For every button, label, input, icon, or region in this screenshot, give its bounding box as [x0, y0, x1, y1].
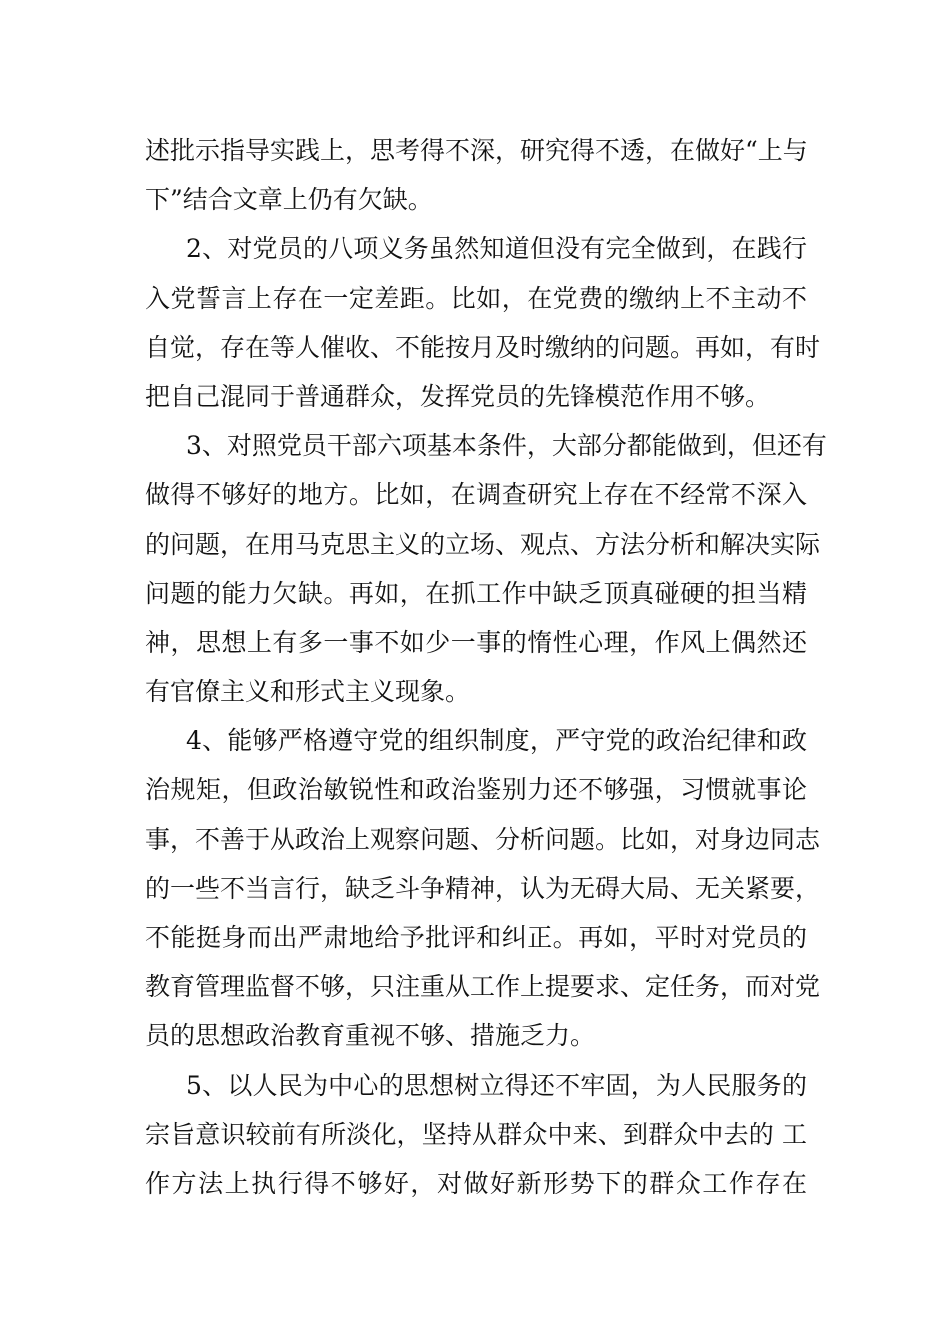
text-line: 有官僚主义和形式主义现象。	[145, 677, 471, 707]
text-line: 的问题，在用马克思主义的立场、观点、方法分析和解决实际	[145, 529, 821, 559]
text-line: 问题的能力欠缺。再如，在抓工作中缺乏顶真碰硬的担当精	[145, 578, 807, 608]
text-line: 做得不够好的地方。比如，在调查研究上存在不经常不深入	[145, 480, 807, 510]
document-body	[145, 126, 827, 1208]
text-line: 宗旨意识较前有所淡化，坚持从群众中来、到群众中去的 工	[145, 1119, 807, 1149]
text-line: 下”结合文章上仍有欠缺。	[145, 185, 433, 215]
text-line: 神，思想上有多一事不如少一事的惰性心理，作风上偶然还	[145, 627, 807, 657]
text-line: 把自己混同于普通群众，发挥党员的先锋模范作用不够。	[145, 381, 771, 411]
text-line: 入党誓言上存在一定差距。比如，在党费的缴纳上不主动不	[145, 283, 807, 313]
text-line: 教育管理监督不够，只注重从工作上提要求、定任务，而对党	[145, 972, 821, 1002]
text-line: 作方法上执行得不够好，对做好新形势下的群众工作存在	[145, 1168, 807, 1198]
text-line: 不能挺身而出严肃地给予批评和纠正。再如，平时对党员的	[145, 923, 807, 952]
paragraph-2-start: 2、对党员的八项义务虽然知道但没有完全做到，在践行	[186, 234, 807, 264]
text-line: 述批示指导实践上，思考得不深，研究得不透，在做好“上与	[145, 136, 808, 165]
text-line: 员的思想政治教育重视不够、措施乏力。	[145, 1021, 596, 1051]
paragraph-5-start: 5、以人民为中心的思想树立得还不牢固，为人民服务的	[186, 1070, 807, 1100]
text-line: 事，不善于从政治上观察问题、分析问题。比如，对身边同志	[145, 824, 821, 854]
text-line: 自觉，存在等人催收、不能按月及时缴纳的问题。再如，有时	[145, 332, 821, 362]
paragraph-3-start: 3、对照党员干部六项基本条件，大部分都能做到，但还有	[186, 431, 827, 461]
text-line: 的一些不当言行，缺乏斗争精神，认为无碍大局、无关紧要，	[145, 873, 821, 903]
paragraph-4-start: 4、能够严格遵守党的组织制度，严守党的政治纪律和政	[186, 726, 807, 756]
text-line: 治规矩，但政治敏锐性和政治鉴别力还不够强，习惯就事论	[145, 775, 807, 805]
